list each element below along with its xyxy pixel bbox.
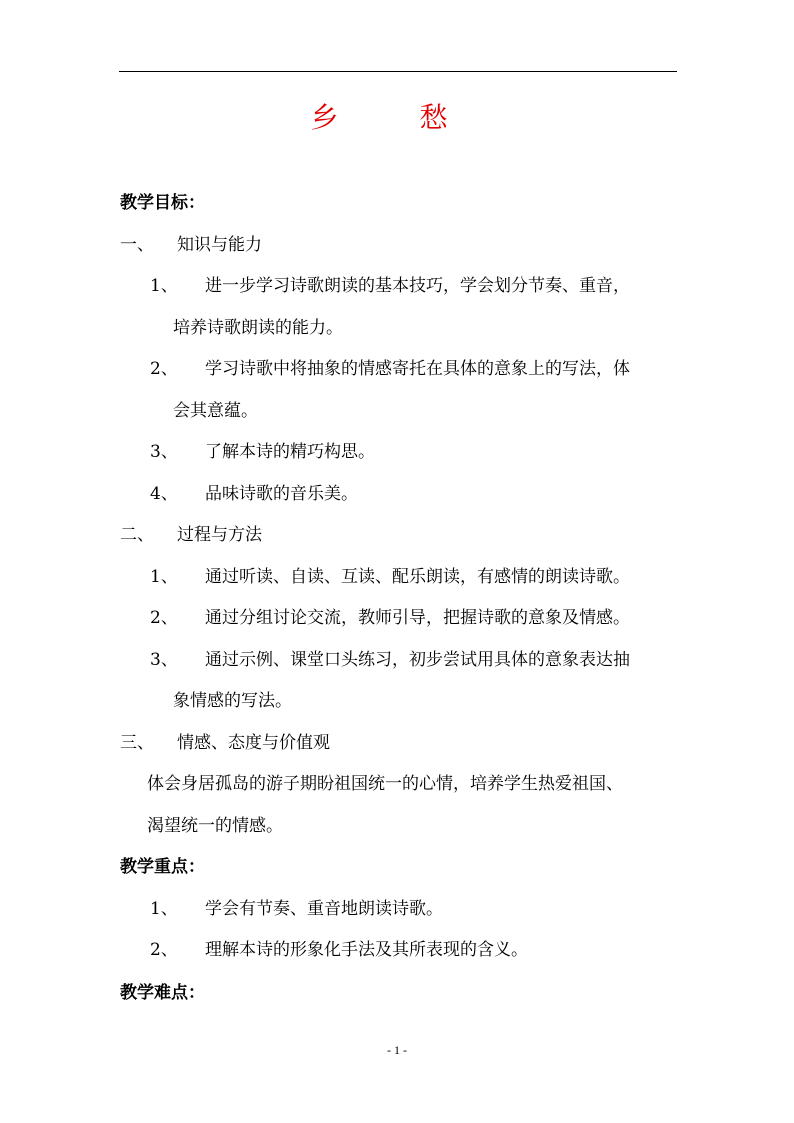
list-item <box>150 274 630 298</box>
item-text: 学习诗歌中将抽象的情感寄托在具体的意象上的写法，体 <box>205 359 630 379</box>
item-number: 1、 <box>150 276 178 296</box>
list-item <box>150 606 630 630</box>
paragraph-line: 渴望统一的情感。 <box>147 816 283 836</box>
paragraph-line: 体会身居孤岛的游子期盼祖国统一的心情，培养学生热爱祖国、 <box>147 774 623 794</box>
goal-1-number: 一、 <box>120 235 154 255</box>
key-points-heading: 教学重点： <box>120 857 205 877</box>
item-number: 2、 <box>150 359 178 379</box>
list-item <box>150 482 358 506</box>
document-title: 乡 愁 <box>310 101 484 134</box>
goal-2-label: 过程与方法 <box>177 525 262 545</box>
goal-1-label: 知识与能力 <box>177 235 262 255</box>
page-number: - 1 - <box>387 1043 407 1057</box>
list-item-continuation: 象情感的写法。 <box>173 691 292 711</box>
list-item-continuation: 培养诗歌朗读的能力。 <box>173 318 343 338</box>
item-text: 进一步学习诗歌朗读的基本技巧，学会划分节奏、重音， <box>205 276 630 296</box>
goal-2-heading <box>120 523 262 547</box>
item-number: 2、 <box>150 608 178 628</box>
item-number: 3、 <box>150 442 178 462</box>
goal-3-label: 情感、态度与价值观 <box>177 733 330 753</box>
item-text: 通过听读、自读、互读、配乐朗读，有感情的朗读诗歌。 <box>205 567 630 587</box>
item-number: 1、 <box>150 567 178 587</box>
list-item <box>150 648 630 672</box>
list-item <box>150 565 630 589</box>
goals-heading: 教学目标： <box>120 193 205 213</box>
item-number: 4、 <box>150 484 178 504</box>
list-item <box>150 938 528 962</box>
goal-2-number: 二、 <box>120 525 154 545</box>
item-number: 1、 <box>150 899 178 919</box>
item-text: 通过示例、课堂口头练习，初步尝试用具体的意象表达抽 <box>205 650 630 670</box>
item-text: 品味诗歌的音乐美。 <box>205 484 358 504</box>
list-item <box>150 357 630 381</box>
item-number: 3、 <box>150 650 178 670</box>
difficulty-heading: 教学难点： <box>120 983 205 1003</box>
goal-3-heading <box>120 731 330 755</box>
list-item <box>150 897 443 921</box>
item-text: 学会有节奏、重音地朗读诗歌。 <box>205 899 443 919</box>
goal-1-heading <box>120 233 262 257</box>
goal-3-number: 三、 <box>120 733 154 753</box>
item-text: 理解本诗的形象化手法及其所表现的含义。 <box>205 940 528 960</box>
header-rule <box>119 71 677 72</box>
item-number: 2、 <box>150 940 178 960</box>
item-text: 通过分组讨论交流，教师引导，把握诗歌的意象及情感。 <box>205 608 630 628</box>
list-item <box>150 440 375 464</box>
list-item-continuation: 会其意蕴。 <box>173 401 258 421</box>
item-text: 了解本诗的精巧构思。 <box>205 442 375 462</box>
